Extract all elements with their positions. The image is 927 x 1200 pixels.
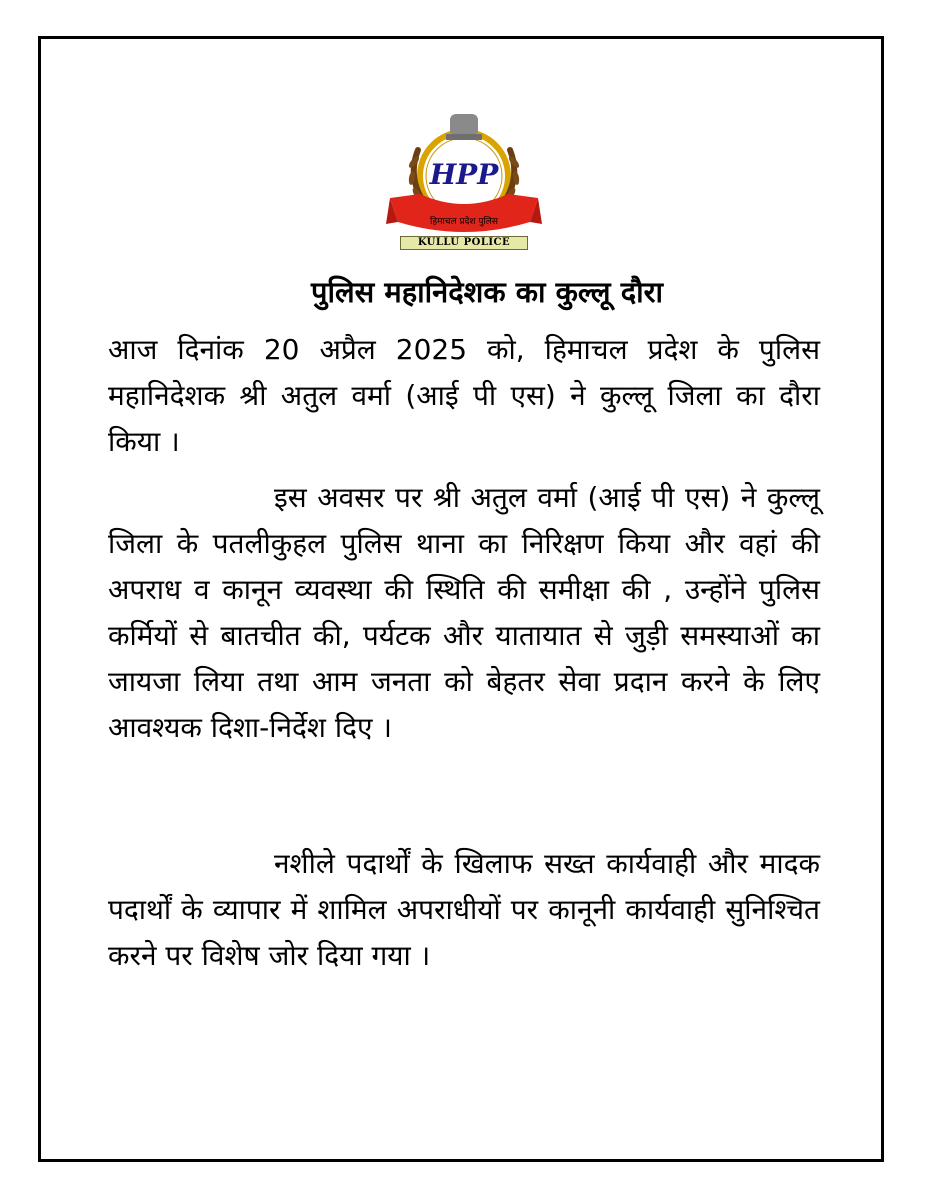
kullu-police-band: KULLU POLICE [400, 236, 528, 250]
paragraph-1: आज दिनांक 20 अप्रैल 2025 को, हिमाचल प्रदेश के पुलिस महानिदेशक श्री अतुल वर्मा (आई पी एस) ने कुल्लू जिला का दौरा किया । [108, 333, 820, 458]
kullu-police-logo [384, 110, 544, 252]
hpp-emblem-icon [384, 110, 544, 252]
title-text: पुलिस महानिदेशक का कुल्लू दौरा [311, 275, 663, 309]
paragraph-3: नशीले पदार्थों के खिलाफ सख्त कार्यवाही और मादक पदार्थों के व्यापार में शामिल अपराधीयों पर कानूनी कार्यवाही सुनिश्चित करने पर विशेष जोर दिया गया । [108, 847, 820, 972]
logo-letters: HPP [429, 158, 499, 191]
page-title [60, 270, 866, 314]
paragraph-2: इस अवसर पर श्री अतुल वर्मा (आई पी एस) ने कुल्लू जिला के पतलीकुहल पुलिस थाना का निरिक्षण किया और वहां की अपराध व कानून व्यवस्था की स्थिति की समीक्षा की , उन्होंने पुलिस कर्मियों से बातचीत की, पर्यटक और यातायात से जुड़ी समस्याओं का जायजा लिया तथा आम जनता को बेहतर सेवा प्रदान करने के लिए आवश्यक दिशा-निर्देश दिए । [108, 481, 820, 744]
logo-ribbon-text: हिमाचल प्रदेश पुलिस [429, 217, 499, 227]
